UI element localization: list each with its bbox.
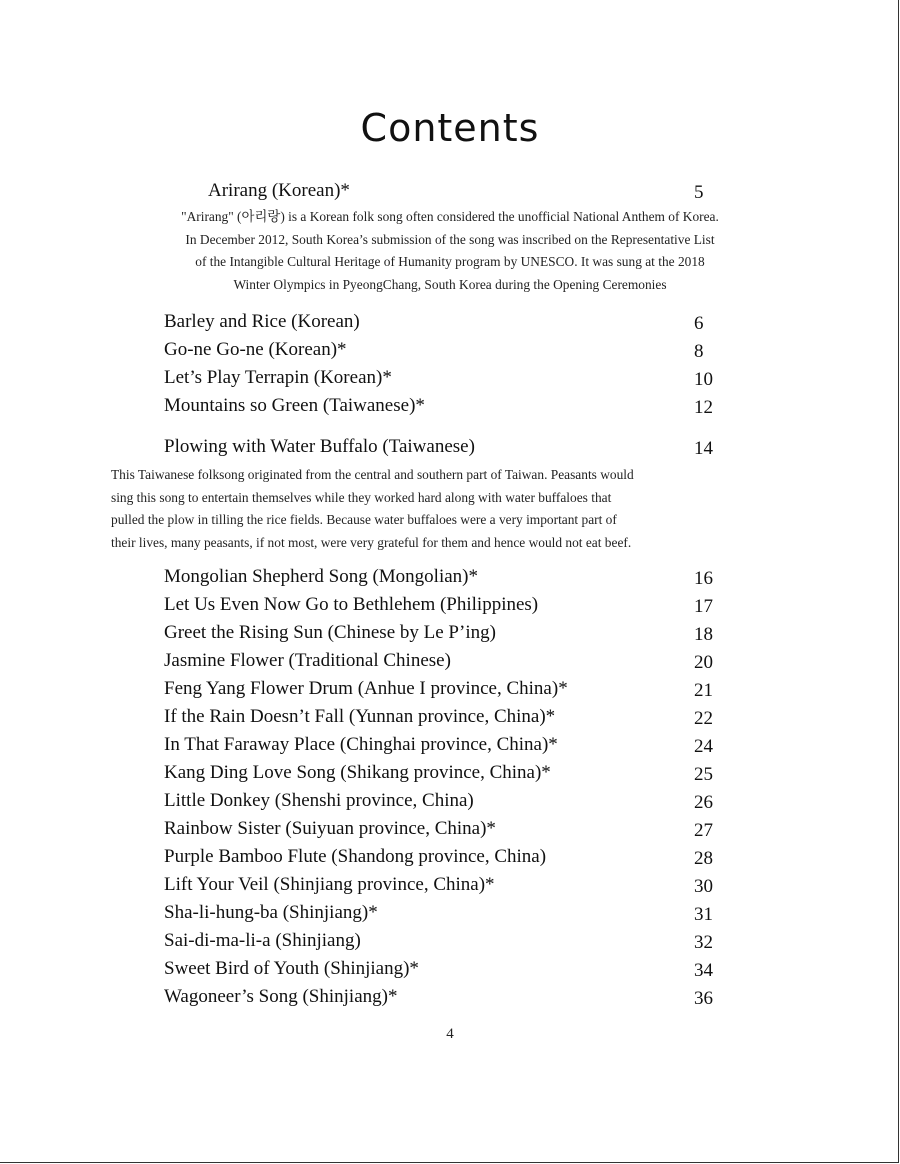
toc-entry — [164, 566, 744, 592]
note-line: pulled the plow in tilling the rice fields. Because water buffaloes were a very important part of — [111, 512, 617, 527]
toc-entry-page: 25 — [694, 764, 713, 785]
toc-entry-page: 16 — [694, 568, 713, 589]
toc-entry-title: Plowing with Water Buffalo (Taiwanese) — [164, 436, 475, 457]
toc-entry-page: 30 — [694, 876, 713, 897]
toc-entry-title: Sha-li-hung-ba (Shinjiang)* — [164, 902, 378, 923]
toc-entry-title: Sweet Bird of Youth (Shinjiang)* — [164, 958, 419, 979]
toc-entry — [164, 734, 744, 760]
toc-entry-title: Wagoneer’s Song (Shinjiang)* — [164, 986, 398, 1007]
toc-entry — [164, 622, 744, 648]
toc-entry — [208, 180, 728, 206]
note-line: sing this song to entertain themselves while they worked hard along with water buffaloes that — [111, 489, 612, 505]
toc-entry-title: Purple Bamboo Flute (Shandong province, China) — [164, 846, 547, 867]
toc-entry-page: 28 — [694, 848, 713, 869]
toc-entry-title: Let’s Play Terrapin (Korean)* — [164, 367, 392, 388]
toc-entry — [164, 706, 744, 732]
toc-entry — [164, 678, 744, 704]
toc-entry-title: Sai-di-ma-li-a (Shinjiang) — [164, 930, 361, 951]
toc-entry-page: 14 — [694, 438, 713, 459]
toc-entry-title: Let Us Even Now Go to Bethlehem (Philippines) — [164, 594, 539, 615]
toc-entry-title: Kang Ding Love Song (Shikang province, China)* — [164, 762, 551, 783]
toc-entry-title: Arirang (Korean)* — [208, 180, 350, 201]
toc-entry-page: 21 — [694, 680, 713, 701]
toc-entry — [164, 958, 744, 984]
toc-entry-page: 5 — [694, 182, 704, 203]
toc-entry-page: 36 — [694, 988, 713, 1009]
toc-entry — [164, 367, 744, 393]
toc-entry-title: In That Faraway Place (Chinghai province, China)* — [164, 734, 558, 755]
toc-entry — [164, 436, 744, 462]
toc-entry-page: 10 — [694, 369, 713, 390]
toc-entry-title: Little Donkey (Shenshi province, China) — [164, 790, 474, 811]
toc-entry-page: 6 — [694, 313, 704, 334]
toc-entry-page: 22 — [694, 708, 713, 729]
toc-entry — [164, 790, 744, 816]
toc-entry-title: Feng Yang Flower Drum (Anhue I province, China)* — [164, 678, 568, 699]
note-line: "Arirang" (아리랑) is a Korean folk song often considered the unofficial National Anthem of Korea. — [181, 209, 719, 224]
buffalo-note — [111, 464, 811, 554]
toc-entry-page: 17 — [694, 596, 713, 617]
toc-entry-title: Lift Your Veil (Shinjiang province, China)* — [164, 874, 495, 895]
toc-entry-title: Greet the Rising Sun (Chinese by Le P’ing) — [164, 622, 496, 643]
toc-entry-page: 34 — [694, 960, 713, 981]
toc-entry-page: 31 — [694, 904, 713, 925]
toc-entry — [164, 846, 744, 872]
toc-entry — [164, 930, 744, 956]
toc-entry-title: Barley and Rice (Korean) — [164, 311, 360, 332]
toc-entry-title: If the Rain Doesn’t Fall (Yunnan province, China)* — [164, 706, 556, 727]
note-line: of the Intangible Cultural Heritage of Humanity program by UNESCO. It was sung at the 2018 — [195, 254, 705, 269]
toc-entry-page: 27 — [694, 820, 713, 841]
toc-entry-title: Go-ne Go-ne (Korean)* — [164, 339, 347, 360]
arirang-note — [100, 206, 800, 296]
page-number: 4 — [446, 1026, 454, 1042]
toc-entry-title: Mountains so Green (Taiwanese)* — [164, 395, 425, 416]
toc-entry-page: 18 — [694, 624, 713, 645]
page-title: Contents — [360, 106, 540, 150]
toc-entry — [164, 395, 744, 421]
toc-entry-page: 12 — [694, 397, 713, 418]
note-line: Winter Olympics in PyeongChang, South Korea during the Opening Ceremonies — [233, 276, 667, 292]
note-line: This Taiwanese folksong originated from the central and southern part of Taiwan. Peasants would — [111, 467, 634, 482]
toc-entry — [164, 311, 744, 337]
toc-entry — [164, 594, 744, 620]
toc-entry-page: 20 — [694, 652, 713, 673]
toc-entry-title: Rainbow Sister (Suiyuan province, China)* — [164, 818, 496, 839]
toc-entry — [164, 986, 744, 1012]
toc-entry-page: 26 — [694, 792, 713, 813]
toc-entry — [164, 339, 744, 365]
toc-entry-title: Mongolian Shepherd Song (Mongolian)* — [164, 566, 479, 587]
note-line: In December 2012, South Korea’s submission of the song was inscribed on the Representative List — [185, 231, 715, 247]
toc-entry — [164, 762, 744, 788]
toc-entry — [164, 818, 744, 844]
toc-entry-page: 32 — [694, 932, 713, 953]
toc-entry — [164, 650, 744, 676]
note-line: their lives, many peasants, if not most, were very grateful for them and hence would not eat beef. — [111, 534, 632, 550]
toc-entry-page: 24 — [694, 736, 713, 757]
toc-entry-page: 8 — [694, 341, 704, 362]
toc-entry-title: Jasmine Flower (Traditional Chinese) — [164, 650, 451, 671]
toc-entry — [164, 902, 744, 928]
toc-entry — [164, 874, 744, 900]
